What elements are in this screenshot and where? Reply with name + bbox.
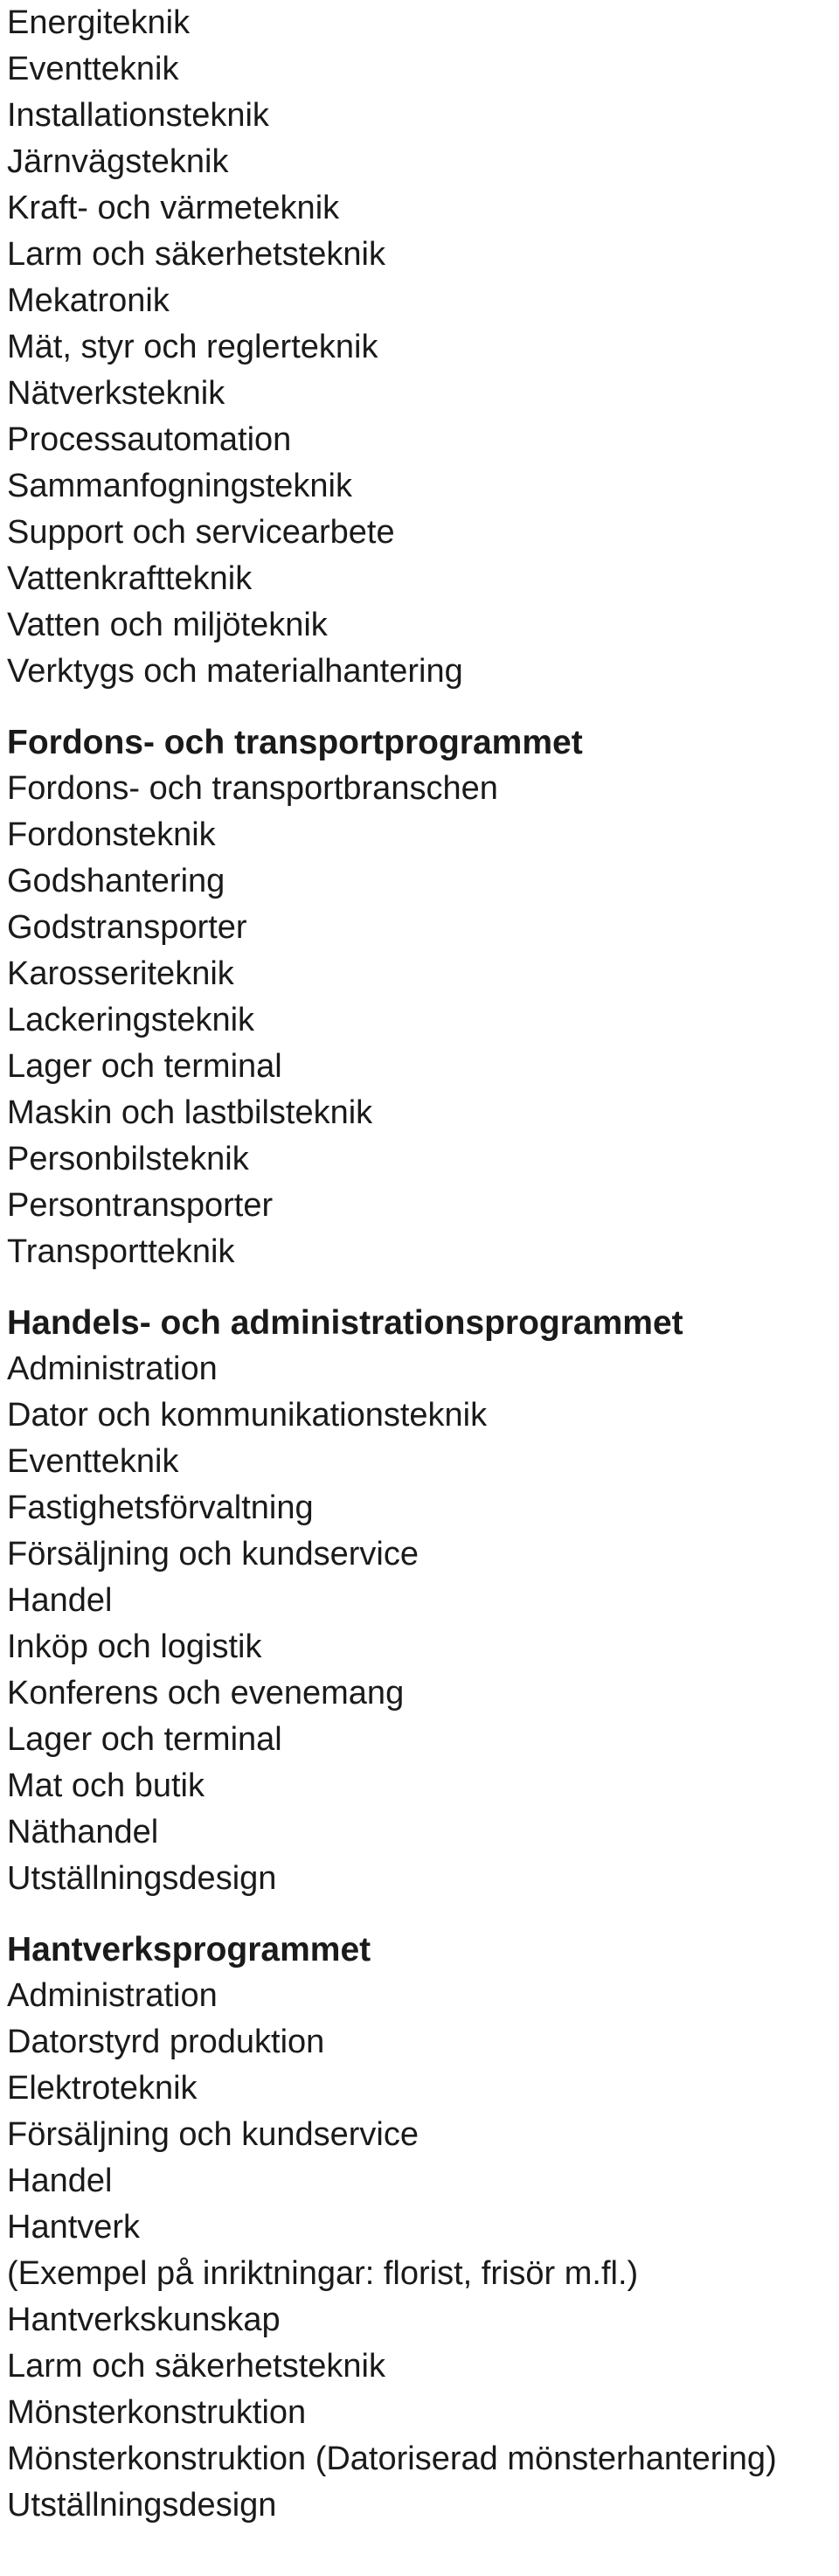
list-item: Nätverksteknik	[7, 375, 225, 412]
list-item: Persontransporter	[7, 1187, 274, 1224]
list-item: Vatten och miljöteknik	[7, 607, 328, 643]
list-item: Handel	[7, 1582, 113, 1619]
list-item: Sammanfogningsteknik	[7, 468, 352, 504]
list-item: Fastighetsförvaltning	[7, 1489, 314, 1526]
list-item: Transportteknik	[7, 1233, 235, 1270]
list-item: Fordonsteknik	[7, 816, 216, 853]
list-item: Mönsterkonstruktion (Datoriserad mönsterhantering)	[7, 2441, 777, 2477]
section-heading: Hantverksprogrammet	[7, 1931, 371, 1968]
list-item: (Exempel på inriktningar: florist, frisör m.fl.)	[7, 2255, 639, 2292]
list-item: Larm och säkerhetsteknik	[7, 236, 385, 273]
list-item: Larm och säkerhetsteknik	[7, 2348, 385, 2385]
section-list	[7, 1346, 837, 1902]
intro-list	[7, 0, 837, 695]
list-item: Eventteknik	[7, 51, 179, 87]
list-item: Kraft- och värmeteknik	[7, 190, 340, 226]
list-item: Administration	[7, 1977, 218, 2014]
list-item: Försäljning och kundservice	[7, 1536, 420, 1573]
list-item: Hantverk	[7, 2209, 141, 2246]
list-item: Lager och terminal	[7, 1048, 282, 1085]
list-item: Godstransporter	[7, 909, 247, 946]
section-fordons-transport	[7, 719, 837, 1275]
list-item: Mät, styr och reglerteknik	[7, 329, 378, 365]
list-item: Lackeringsteknik	[7, 1002, 255, 1038]
list-item: Fordons- och transportbranschen	[7, 770, 498, 807]
section-heading: Handels- och administrationsprogrammet	[7, 1304, 683, 1342]
list-item: Verktygs och materialhantering	[7, 653, 463, 690]
list-item: Lager och terminal	[7, 1721, 282, 1758]
section-list	[7, 766, 837, 1275]
section-spacer	[7, 1275, 837, 1300]
list-item: Maskin och lastbilsteknik	[7, 1094, 373, 1131]
section-heading: Fordons- och transportprogrammet	[7, 724, 583, 761]
list-item: Hantverkskunskap	[7, 2302, 281, 2338]
list-item: Utställningsdesign	[7, 2487, 277, 2524]
list-item: Administration	[7, 1350, 218, 1387]
section-handels-administration	[7, 1300, 837, 1902]
list-item: Järnvägsteknik	[7, 143, 229, 180]
list-item: Mat och butik	[7, 1767, 205, 1804]
list-item: Installationsteknik	[7, 97, 269, 134]
list-item: Processautomation	[7, 421, 292, 458]
list-item: Handel	[7, 2163, 113, 2199]
list-item: Elektroteknik	[7, 2070, 198, 2107]
list-item: Inköp och logistik	[7, 1628, 262, 1665]
list-item: Energiteknik	[7, 4, 191, 41]
list-item: Vattenkraftteknik	[7, 560, 253, 597]
list-item: Dator och kommunikationsteknik	[7, 1397, 488, 1434]
list-item: Mekatronik	[7, 282, 170, 319]
list-item: Näthandel	[7, 1814, 159, 1850]
section-spacer	[7, 695, 837, 719]
list-item: Konferens och evenemang	[7, 1675, 405, 1712]
list-item: Godshantering	[7, 863, 225, 899]
section-spacer	[7, 1902, 837, 1927]
list-item: Karosseriteknik	[7, 955, 234, 992]
list-item: Mönsterkonstruktion	[7, 2394, 307, 2431]
list-item: Eventteknik	[7, 1443, 179, 1480]
section-list	[7, 1973, 837, 2529]
list-item: Personbilsteknik	[7, 1141, 249, 1177]
list-item: Datorstyrd produktion	[7, 2024, 325, 2060]
list-item: Försäljning och kundservice	[7, 2116, 420, 2153]
list-item: Support och servicearbete	[7, 514, 395, 551]
section-hantverk	[7, 1927, 837, 2529]
list-item: Utställningsdesign	[7, 1860, 277, 1897]
document	[7, 0, 837, 2529]
